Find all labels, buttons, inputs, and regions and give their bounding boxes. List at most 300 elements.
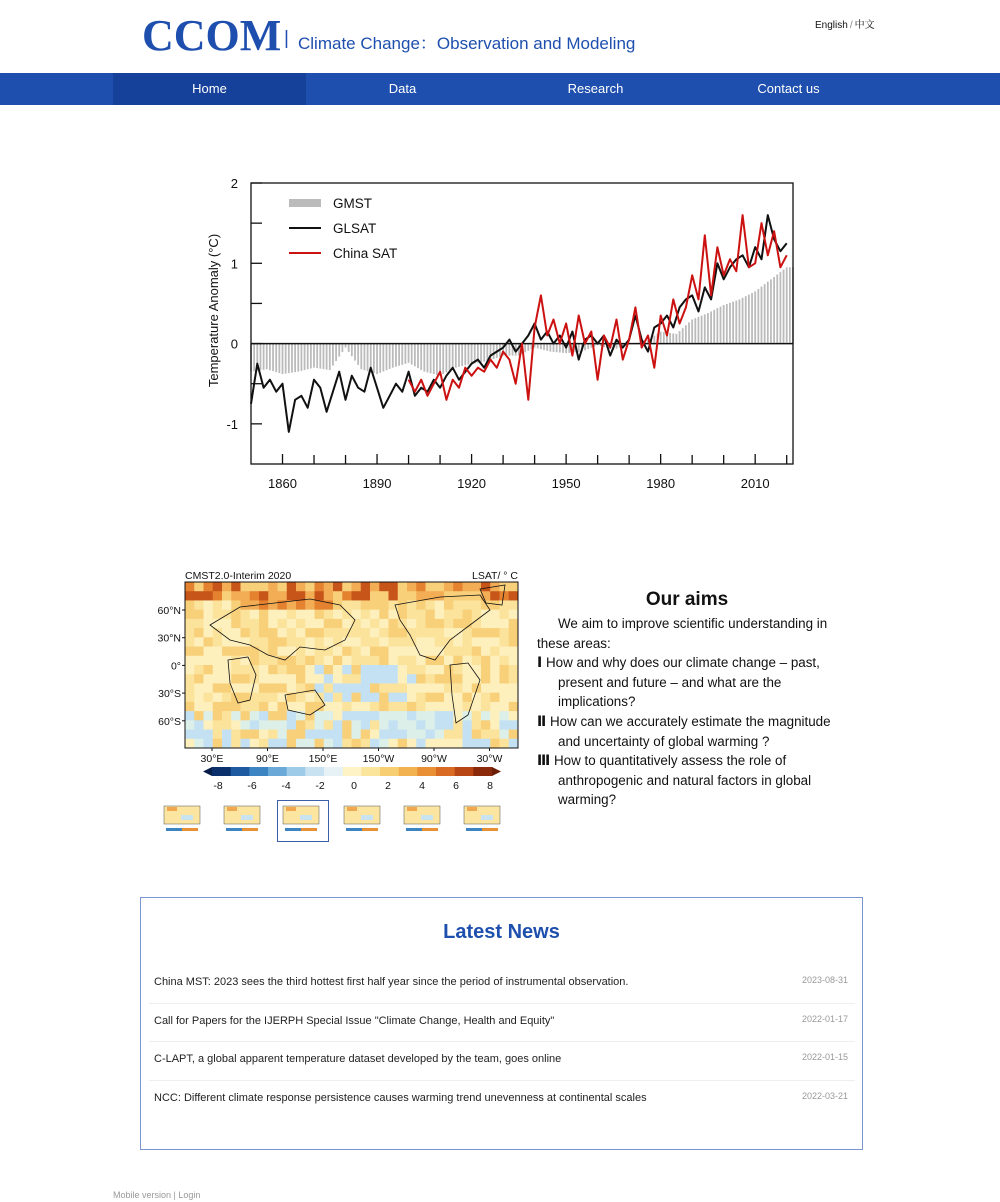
gmst-bar bbox=[357, 344, 359, 365]
news-item-link[interactable]: C-LAPT, a global apparent temperature dataset developed by the team, goes online bbox=[154, 1053, 562, 1065]
map-cell bbox=[305, 730, 315, 740]
map-cell bbox=[509, 693, 519, 703]
colorbar-segment bbox=[324, 767, 343, 776]
map-cell bbox=[398, 600, 408, 610]
map-cell bbox=[398, 711, 408, 721]
map-cell bbox=[389, 600, 399, 610]
map-cell bbox=[222, 610, 232, 620]
map-cell bbox=[426, 582, 436, 592]
map-cell bbox=[185, 683, 195, 693]
map-cell bbox=[416, 582, 426, 592]
map-cell bbox=[370, 637, 380, 647]
map-cell bbox=[250, 591, 260, 601]
map-cell bbox=[324, 619, 334, 629]
gmst-bar bbox=[726, 304, 728, 344]
map-cell bbox=[287, 674, 297, 684]
aims-intro: We aim to improve scientific understanding in these areas: bbox=[537, 616, 828, 651]
gmst-bar bbox=[272, 344, 274, 372]
map-cell bbox=[333, 739, 343, 749]
map-cell bbox=[407, 674, 417, 684]
gmst-bar bbox=[291, 344, 293, 373]
mobile-version-link[interactable]: Mobile version bbox=[113, 1190, 172, 1200]
map-cell bbox=[444, 720, 454, 730]
map-cell bbox=[481, 711, 491, 721]
lang-separator: / bbox=[849, 20, 853, 31]
thumbnail-cool-patch bbox=[361, 815, 373, 820]
gmst-bar bbox=[729, 303, 731, 344]
map-cell bbox=[324, 693, 334, 703]
map-cell bbox=[379, 582, 389, 592]
map-cell bbox=[231, 656, 241, 666]
map-cell bbox=[278, 683, 288, 693]
gmst-bar bbox=[559, 344, 561, 353]
x-tick-label: 1860 bbox=[268, 476, 297, 491]
map-cell bbox=[342, 720, 352, 730]
map-cell bbox=[213, 739, 223, 749]
colorbar-segment bbox=[249, 767, 268, 776]
map-cell bbox=[490, 610, 500, 620]
gmst-bar bbox=[773, 277, 775, 344]
map-cell bbox=[213, 683, 223, 693]
gmst-bar bbox=[433, 344, 435, 375]
map-cell bbox=[259, 619, 269, 629]
map-cell bbox=[416, 730, 426, 740]
map-cell bbox=[352, 711, 362, 721]
map-cell bbox=[213, 665, 223, 675]
gmst-bar bbox=[455, 344, 457, 368]
map-cell bbox=[352, 582, 362, 592]
gmst-bar bbox=[757, 289, 759, 344]
map-cell bbox=[435, 582, 445, 592]
map-cell bbox=[222, 628, 232, 638]
map-cell bbox=[222, 739, 232, 749]
map-cell bbox=[342, 702, 352, 712]
map-cell bbox=[398, 582, 408, 592]
map-cell bbox=[444, 610, 454, 620]
map-cell bbox=[231, 702, 241, 712]
map-cell bbox=[490, 619, 500, 629]
map-cell bbox=[204, 702, 214, 712]
map-thumbnail[interactable] bbox=[458, 800, 506, 838]
nav-home[interactable]: Home bbox=[113, 73, 306, 105]
map-cell bbox=[435, 647, 445, 657]
map-cell bbox=[490, 711, 500, 721]
map-cell bbox=[241, 600, 251, 610]
thumbnail-image bbox=[159, 801, 205, 835]
map-cell bbox=[352, 702, 362, 712]
gmst-bar bbox=[430, 344, 432, 374]
map-cell bbox=[453, 683, 463, 693]
map-cell bbox=[278, 647, 288, 657]
map-cell bbox=[204, 683, 214, 693]
lang-english-link[interactable]: English bbox=[815, 20, 848, 31]
map-cell bbox=[481, 582, 491, 592]
nav-data[interactable]: Data bbox=[388, 81, 417, 96]
aims-item bbox=[537, 712, 837, 751]
map-cell bbox=[379, 637, 389, 647]
map-cell bbox=[296, 628, 306, 638]
lang-chinese-link[interactable]: 中文 bbox=[854, 20, 875, 31]
gmst-bar bbox=[682, 328, 684, 343]
map-cell bbox=[222, 665, 232, 675]
colorbar-segment bbox=[417, 767, 436, 776]
gmst-bar bbox=[779, 272, 781, 343]
gmst-bar bbox=[253, 344, 255, 372]
map-cell bbox=[398, 591, 408, 601]
map-cell bbox=[435, 610, 445, 620]
map-cell bbox=[231, 720, 241, 730]
map-cell bbox=[315, 591, 325, 601]
lat-label: 60°N bbox=[157, 605, 181, 617]
map-thumbnail[interactable] bbox=[398, 800, 446, 838]
gmst-bar bbox=[351, 344, 353, 357]
map-thumbnail[interactable] bbox=[277, 800, 329, 842]
map-cell bbox=[185, 739, 195, 749]
map-cell bbox=[361, 647, 371, 657]
map-cell bbox=[278, 674, 288, 684]
map-cell bbox=[222, 656, 232, 666]
map-cell bbox=[444, 702, 454, 712]
thumbnail-colorbar-warm bbox=[242, 828, 258, 831]
map-cell bbox=[426, 610, 436, 620]
map-cell bbox=[278, 628, 288, 638]
map-cell bbox=[305, 693, 315, 703]
map-cell bbox=[324, 739, 334, 749]
colorbar-segment bbox=[343, 767, 362, 776]
map-thumbnail[interactable] bbox=[218, 800, 266, 838]
map-cell bbox=[463, 610, 473, 620]
map-cell bbox=[379, 683, 389, 693]
map-cell bbox=[342, 739, 352, 749]
gmst-bar bbox=[338, 344, 340, 357]
map-cell bbox=[509, 582, 519, 592]
map-cell bbox=[379, 693, 389, 703]
map-cell bbox=[287, 619, 297, 629]
map-thumbnail[interactable] bbox=[158, 800, 206, 838]
map-cell bbox=[213, 702, 223, 712]
gmst-bar bbox=[266, 344, 268, 370]
map-cell bbox=[324, 637, 334, 647]
gmst-bar bbox=[398, 344, 400, 366]
map-cell bbox=[315, 674, 325, 684]
map-cell bbox=[324, 628, 334, 638]
map-cell bbox=[416, 591, 426, 601]
x-tick-label: 1980 bbox=[646, 476, 676, 491]
map-cell bbox=[296, 637, 306, 647]
map-cell bbox=[389, 637, 399, 647]
map-cell bbox=[398, 693, 408, 703]
map-cell bbox=[342, 674, 352, 684]
map-cell bbox=[185, 610, 195, 620]
map-thumbnail[interactable] bbox=[338, 800, 386, 838]
main-navbar bbox=[0, 73, 1000, 105]
map-cell bbox=[342, 683, 352, 693]
map-cell bbox=[407, 582, 417, 592]
map-cell bbox=[444, 600, 454, 610]
map-cell bbox=[379, 591, 389, 601]
news-title: Latest News bbox=[443, 921, 560, 943]
map-cell bbox=[361, 619, 371, 629]
map-cell bbox=[379, 730, 389, 740]
map-cell bbox=[194, 711, 204, 721]
map-cell bbox=[463, 600, 473, 610]
map-cell bbox=[500, 739, 510, 749]
map-cell bbox=[472, 656, 482, 666]
gmst-bar bbox=[408, 344, 410, 363]
map-cell bbox=[407, 656, 417, 666]
map-cell bbox=[426, 739, 436, 749]
news-item-link[interactable]: China MST: 2023 sees the third hottest first half year since the period of instrumental observation. bbox=[154, 976, 629, 988]
map-cell bbox=[185, 665, 195, 675]
lat-label: 0° bbox=[170, 660, 181, 673]
map-cell bbox=[333, 720, 343, 730]
map-cell bbox=[453, 674, 463, 684]
thumbnail-colorbar-cool bbox=[466, 828, 482, 831]
map-cell bbox=[500, 610, 510, 620]
gmst-bar bbox=[405, 344, 407, 364]
map-cell bbox=[315, 730, 325, 740]
gmst-bar bbox=[445, 344, 447, 373]
nav-research[interactable]: Research bbox=[567, 81, 624, 96]
legend-label: GLSAT bbox=[333, 221, 377, 236]
thumbnail-colorbar-warm bbox=[482, 828, 498, 831]
map-cell bbox=[213, 591, 223, 601]
map-cell bbox=[389, 711, 399, 721]
map-svg bbox=[150, 565, 530, 795]
map-cell bbox=[250, 647, 260, 657]
map-cell bbox=[361, 674, 371, 684]
gmst-bar bbox=[660, 332, 662, 344]
map-cell bbox=[352, 656, 362, 666]
map-cell bbox=[407, 702, 417, 712]
map-cell bbox=[490, 665, 500, 675]
news-item-link[interactable]: Call for Papers for the IJERPH Special Issue "Climate Change, Health and Equity" bbox=[154, 1014, 555, 1027]
map-cell bbox=[398, 656, 408, 666]
map-cell bbox=[370, 628, 380, 638]
map-cell bbox=[342, 693, 352, 703]
site-subtitle: Climate Change：Observation and Modeling bbox=[298, 34, 636, 53]
map-cell bbox=[490, 683, 500, 693]
map-cell bbox=[324, 702, 334, 712]
map-cell bbox=[185, 674, 195, 684]
map-cell bbox=[444, 739, 454, 749]
news-item-link[interactable]: NCC: Different climate response persistence causes warming trend unevenness at continental scales bbox=[154, 1091, 647, 1104]
map-cell bbox=[352, 591, 362, 601]
map-cell bbox=[259, 720, 269, 730]
gmst-bar bbox=[367, 344, 369, 372]
map-cell bbox=[416, 656, 426, 666]
map-cell bbox=[287, 628, 297, 638]
map-cell bbox=[407, 591, 417, 601]
map-cell bbox=[361, 610, 371, 620]
map-cell bbox=[500, 628, 510, 638]
map-cell bbox=[472, 683, 482, 693]
map-cell bbox=[453, 619, 463, 629]
nav-contact-us[interactable]: Contact us bbox=[757, 81, 820, 96]
map-cell bbox=[398, 674, 408, 684]
map-cell bbox=[389, 656, 399, 666]
map-cell bbox=[241, 739, 251, 749]
map-cell bbox=[379, 665, 389, 675]
gmst-bar bbox=[389, 344, 391, 369]
map-cell bbox=[352, 693, 362, 703]
map-cell bbox=[185, 720, 195, 730]
map-cell bbox=[453, 647, 463, 657]
gmst-bar bbox=[373, 344, 375, 374]
colorbar-min-arrow bbox=[203, 767, 212, 776]
gmst-bar bbox=[458, 344, 460, 367]
map-cell bbox=[463, 582, 473, 592]
map-cell bbox=[342, 582, 352, 592]
map-cell bbox=[278, 711, 288, 721]
map-cell bbox=[361, 600, 371, 610]
map-cell bbox=[342, 647, 352, 657]
gmst-bar bbox=[789, 267, 791, 343]
map-cell bbox=[370, 619, 380, 629]
gmst-bar bbox=[316, 344, 318, 369]
map-cell bbox=[305, 628, 315, 638]
gmst-bar bbox=[326, 344, 328, 370]
gmst-bar bbox=[493, 344, 495, 359]
map-cell bbox=[315, 711, 325, 721]
map-cell bbox=[444, 591, 454, 601]
map-cell bbox=[435, 739, 445, 749]
map-cell bbox=[416, 647, 426, 657]
map-cell bbox=[241, 628, 251, 638]
map-cell bbox=[444, 730, 454, 740]
map-cell bbox=[453, 739, 463, 749]
map-cell bbox=[324, 711, 334, 721]
map-cell bbox=[194, 683, 204, 693]
gmst-bar bbox=[691, 319, 693, 343]
map-cell bbox=[287, 637, 297, 647]
gmst-bar bbox=[524, 344, 526, 353]
map-cell bbox=[231, 619, 241, 629]
map-cell bbox=[481, 637, 491, 647]
thumbnail-colorbar-warm bbox=[362, 828, 378, 831]
map-cell bbox=[370, 683, 380, 693]
y-tick-label: 1 bbox=[230, 256, 238, 272]
map-cell bbox=[268, 702, 278, 712]
map-cell bbox=[278, 637, 288, 647]
map-cell bbox=[333, 702, 343, 712]
map-cell bbox=[194, 610, 204, 620]
map-cell bbox=[490, 702, 500, 712]
map-cell bbox=[241, 637, 251, 647]
map-cell bbox=[250, 702, 260, 712]
aims-item-number: Ⅱ bbox=[537, 712, 547, 729]
map-cell bbox=[213, 693, 223, 703]
colorbar-segment bbox=[361, 767, 380, 776]
map-cell bbox=[315, 610, 325, 620]
map-cell bbox=[389, 628, 399, 638]
map-cell bbox=[305, 637, 315, 647]
map-cell bbox=[315, 637, 325, 647]
map-cell bbox=[435, 693, 445, 703]
map-cell bbox=[490, 693, 500, 703]
gmst-bar bbox=[685, 325, 687, 343]
map-cell bbox=[352, 739, 362, 749]
map-cell bbox=[241, 720, 251, 730]
map-cell bbox=[268, 730, 278, 740]
map-cell bbox=[287, 739, 297, 749]
gmst-bar bbox=[411, 344, 413, 365]
map-cell bbox=[370, 656, 380, 666]
map-cell bbox=[315, 628, 325, 638]
gmst-bar bbox=[710, 311, 712, 343]
map-cell bbox=[500, 591, 510, 601]
map-cell bbox=[268, 591, 278, 601]
map-cell bbox=[490, 637, 500, 647]
map-cell bbox=[194, 600, 204, 610]
colorbar-segment bbox=[268, 767, 287, 776]
gmst-bar bbox=[323, 344, 325, 370]
map-cell bbox=[185, 730, 195, 740]
gmst-bar bbox=[414, 344, 416, 367]
map-cell bbox=[241, 702, 251, 712]
site-logo[interactable]: CCOM bbox=[142, 11, 282, 60]
map-cell bbox=[407, 730, 417, 740]
map-cell bbox=[241, 683, 251, 693]
map-cell bbox=[315, 665, 325, 675]
map-cell bbox=[204, 693, 214, 703]
map-cell bbox=[204, 610, 214, 620]
map-cell bbox=[231, 739, 241, 749]
map-cell bbox=[361, 711, 371, 721]
map-cell bbox=[324, 720, 334, 730]
news-item-date: 2022-01-15 bbox=[801, 1052, 848, 1062]
map-cell bbox=[435, 730, 445, 740]
map-cell bbox=[259, 637, 269, 647]
gmst-bar bbox=[713, 310, 715, 344]
map-cell bbox=[416, 674, 426, 684]
map-cell bbox=[287, 730, 297, 740]
map-cell bbox=[241, 693, 251, 703]
map-cell bbox=[416, 619, 426, 629]
site-footer bbox=[113, 1190, 200, 1200]
thumbnail-cool-patch bbox=[181, 815, 193, 820]
map-cell bbox=[361, 582, 371, 592]
map-cell bbox=[204, 730, 214, 740]
aims-item-text: How can we accurately estimate the magnitude and uncertainty of global warming ? bbox=[549, 713, 831, 749]
gmst-bar bbox=[508, 344, 510, 356]
map-cell bbox=[315, 739, 325, 749]
map-cell bbox=[361, 739, 371, 749]
map-title: CMST2.0-Interim 2020 bbox=[185, 570, 292, 582]
map-cell bbox=[231, 674, 241, 684]
colorbar-tick-label: 2 bbox=[385, 780, 391, 792]
map-cell bbox=[222, 711, 232, 721]
map-cell bbox=[370, 582, 380, 592]
map-cell bbox=[463, 739, 473, 749]
gmst-bar bbox=[301, 344, 303, 371]
gmst-bar bbox=[449, 344, 451, 371]
map-cell bbox=[370, 720, 380, 730]
map-cell bbox=[389, 674, 399, 684]
gmst-bar bbox=[471, 344, 473, 364]
map-cell bbox=[389, 730, 399, 740]
map-cell bbox=[481, 693, 491, 703]
gmst-bar bbox=[480, 344, 482, 363]
map-cell bbox=[204, 711, 214, 721]
map-cell bbox=[305, 610, 315, 620]
map-cell bbox=[342, 656, 352, 666]
map-cell bbox=[231, 647, 241, 657]
login-link[interactable]: Login bbox=[178, 1190, 201, 1200]
gmst-bar bbox=[663, 332, 665, 344]
map-cell bbox=[398, 720, 408, 730]
map-cell bbox=[185, 582, 195, 592]
